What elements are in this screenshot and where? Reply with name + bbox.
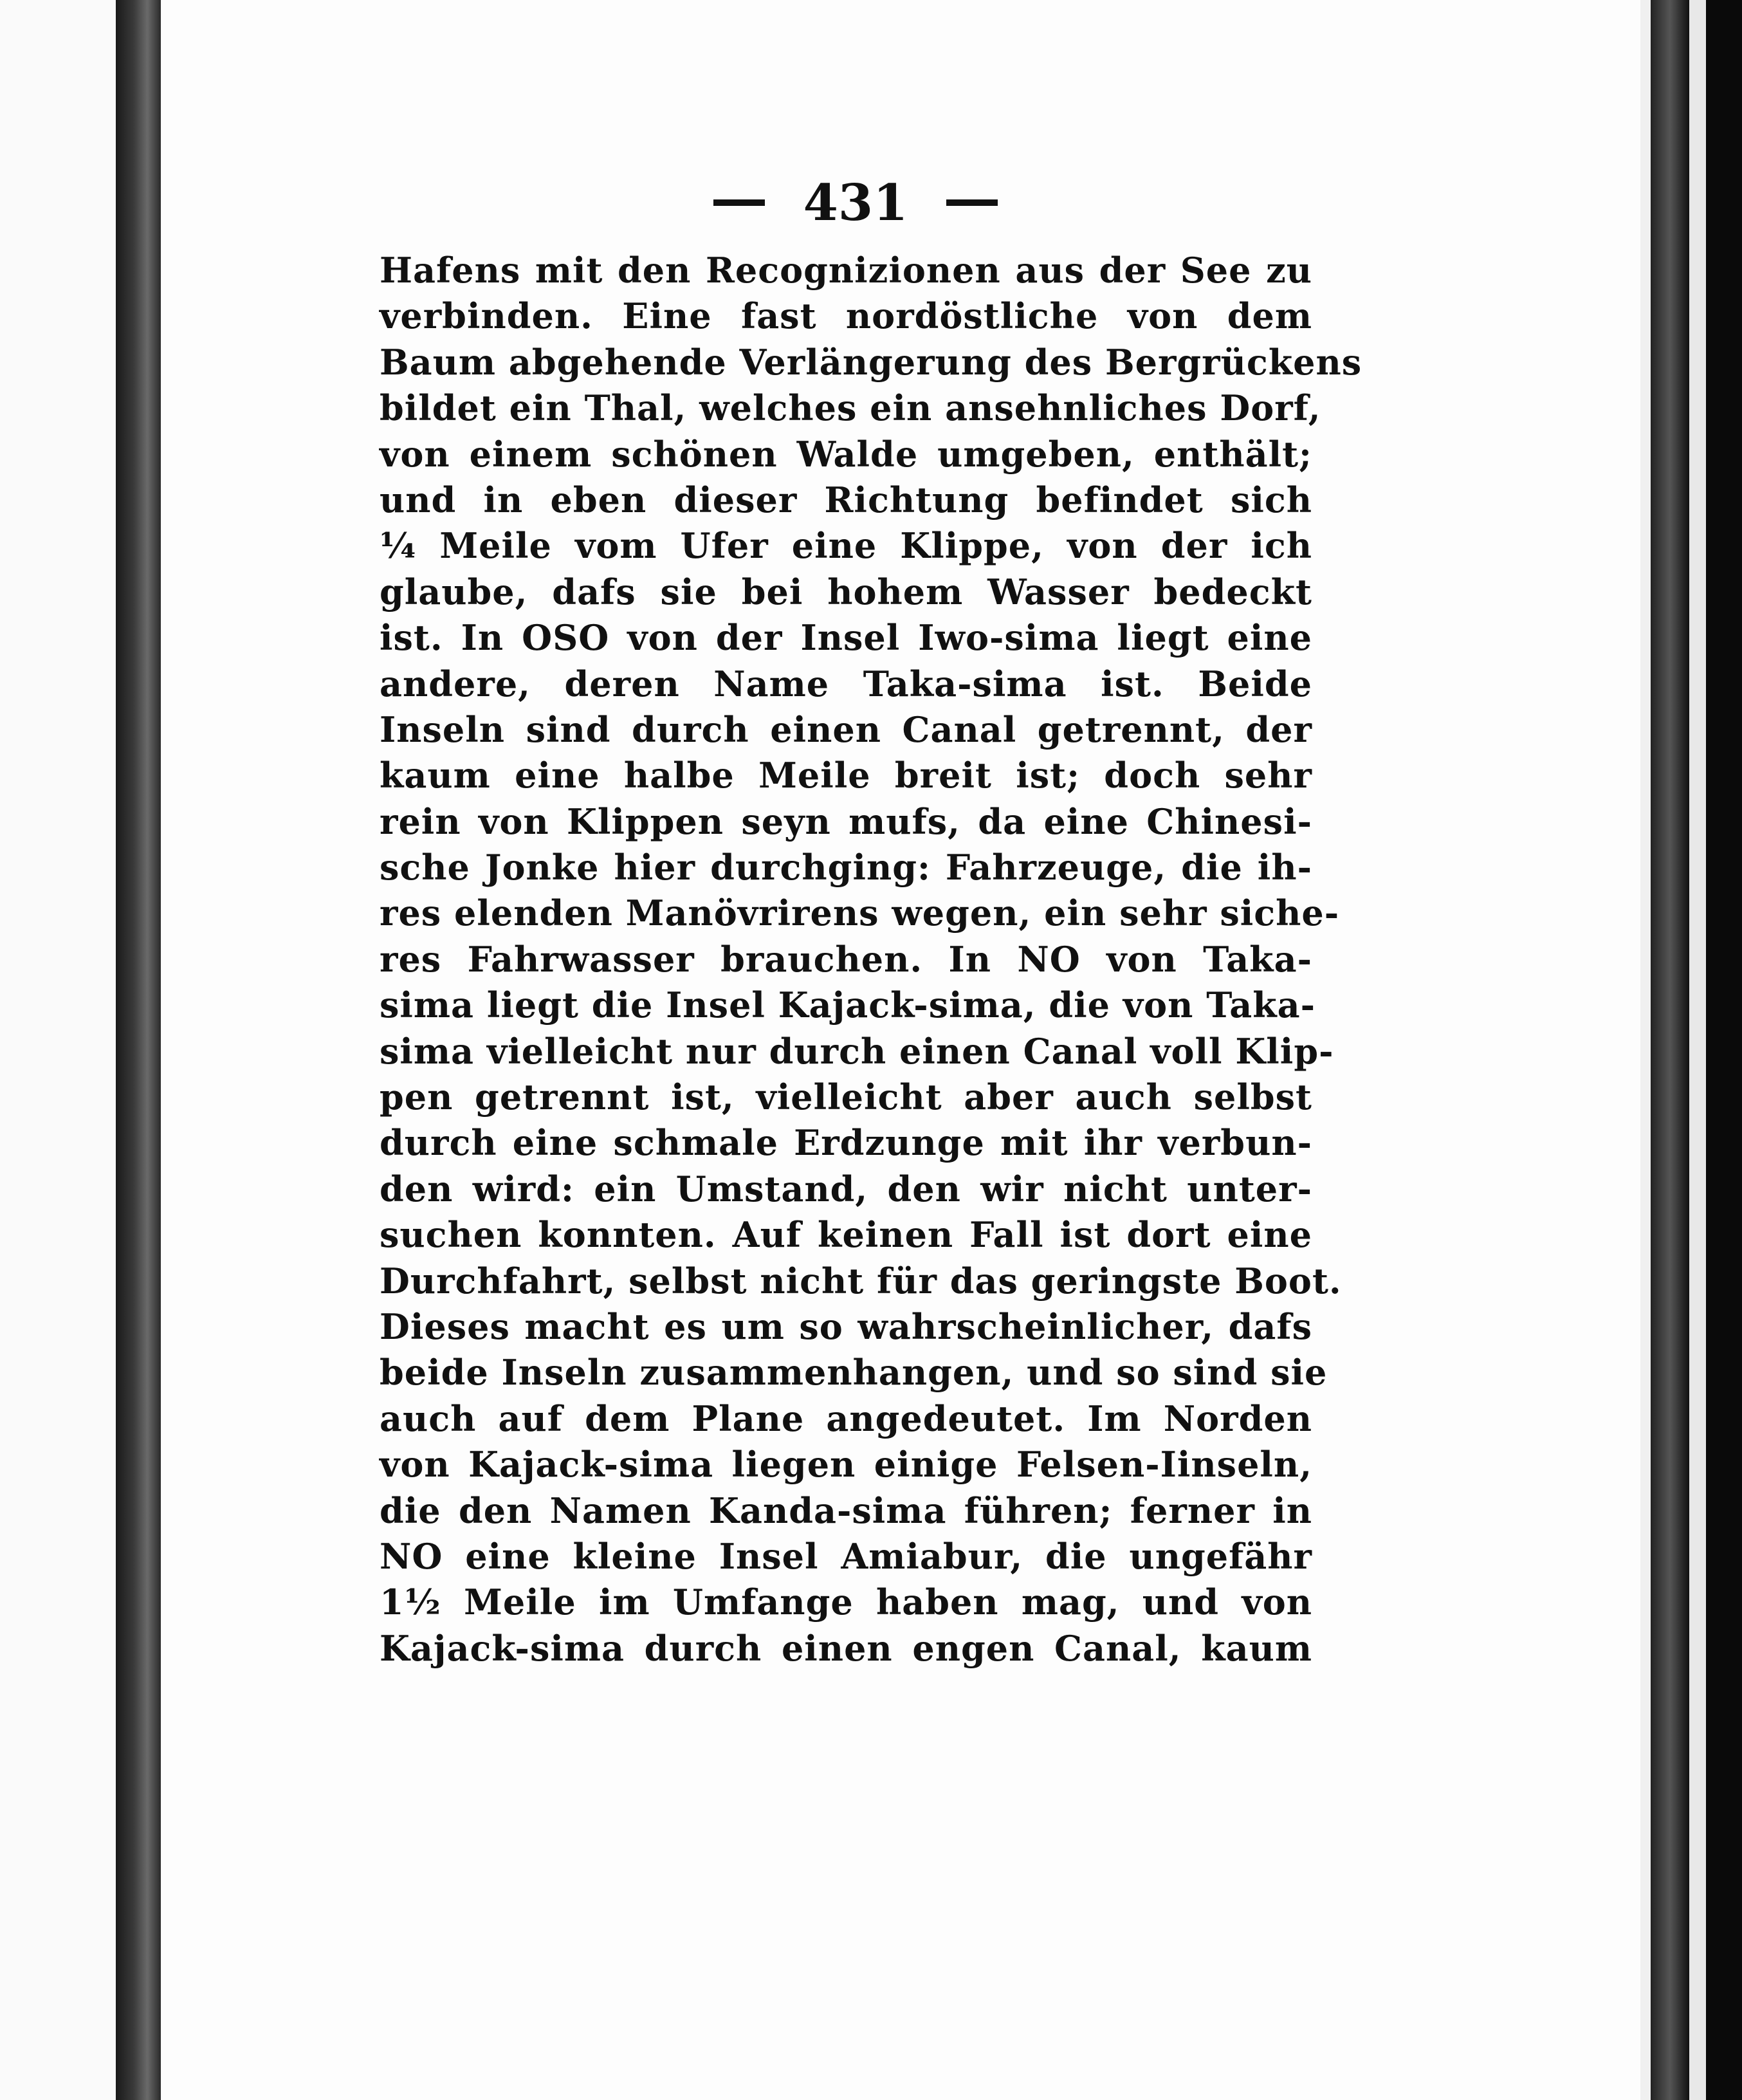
text-line: res elenden Manövrirens wegen, ein sehr siche- bbox=[380, 892, 1340, 934]
text-line: verbinden. Eine fast nordöstliche von dem bbox=[380, 295, 1312, 337]
text-line: res Fahrwasser brauchen. In NO von Taka- bbox=[380, 938, 1312, 980]
text-line: Kajack-sima durch einen engen Canal, kaum bbox=[380, 1627, 1312, 1669]
text-line: pen getrennt ist, vielleicht aber auch selbst bbox=[380, 1076, 1312, 1118]
text-line: sche Jonke hier durchging: Fahrzeuge, die ih- bbox=[380, 847, 1312, 889]
scan-border bbox=[1706, 0, 1742, 2100]
text-line: sima vielleicht nur durch einen Canal voll Klip- bbox=[380, 1030, 1334, 1072]
page-edge bbox=[1640, 0, 1651, 2100]
text-line: auch auf dem Plane angedeutet. Im Norden bbox=[380, 1397, 1312, 1439]
text-line: suchen konnten. Auf keinen Fall ist dort eine bbox=[380, 1214, 1312, 1256]
text-line: bildet ein Thal, welches ein ansehnliches Dorf, bbox=[380, 387, 1321, 429]
text-line: 1½ Meile im Umfange haben mag, und von bbox=[380, 1581, 1312, 1623]
header-dash-left bbox=[713, 199, 765, 206]
text-line: NO eine kleine Insel Amiabur, die ungefähr bbox=[380, 1535, 1312, 1577]
text-line: rein von Klippen seyn mufs, da eine Chinesi- bbox=[380, 800, 1312, 842]
page-number: 431 bbox=[803, 173, 908, 232]
book-binding-gutter bbox=[116, 0, 161, 2100]
header-dash-right bbox=[946, 199, 998, 206]
text-line: die den Namen Kanda-sima führen; ferner in bbox=[380, 1489, 1312, 1531]
page-edge-shadow bbox=[1651, 0, 1689, 2100]
text-line: Dieses macht es um so wahrscheinlicher, dafs bbox=[380, 1305, 1312, 1347]
text-line: ¼ Meile vom Ufer eine Klippe, von der ich bbox=[380, 525, 1312, 567]
page-edge bbox=[1689, 0, 1706, 2100]
text-line: den wird: ein Umstand, den wir nicht unter- bbox=[380, 1168, 1312, 1210]
text-line: von einem schönen Walde umgeben, enthält; bbox=[380, 433, 1312, 475]
facing-page-edge bbox=[0, 0, 116, 2100]
text-line: beide Inseln zusammenhangen, und so sind sie bbox=[380, 1352, 1328, 1394]
text-line: ist. In OSO von der Insel Iwo-sima liegt eine bbox=[380, 617, 1312, 659]
text-line: durch eine schmale Erdzunge mit ihr verbun- bbox=[380, 1122, 1312, 1164]
text-line: Hafens mit den Recognizionen aus der See zu bbox=[380, 250, 1312, 291]
text-line: glaube, dafs sie bei hohem Wasser bedeckt bbox=[380, 571, 1312, 612]
text-line: und in eben dieser Richtung befindet sich bbox=[380, 479, 1312, 520]
text-line: Baum abgehende Verlängerung des Bergrückens bbox=[380, 341, 1362, 383]
text-line: andere, deren Name Taka-sima ist. Beide bbox=[380, 663, 1312, 705]
body-text bbox=[380, 248, 1362, 1672]
page-header bbox=[708, 174, 1004, 232]
text-line: Durchfahrt, selbst nicht für das geringste Boot. bbox=[380, 1260, 1342, 1302]
text-line: von Kajack-sima liegen einige Felsen-Iinseln, bbox=[380, 1444, 1312, 1486]
text-line: Inseln sind durch einen Canal getrennt, der bbox=[380, 708, 1312, 750]
text-line: kaum eine halbe Meile breit ist; doch sehr bbox=[380, 755, 1312, 797]
text-line: sima liegt die Insel Kajack-sima, die von Taka- bbox=[380, 984, 1316, 1026]
